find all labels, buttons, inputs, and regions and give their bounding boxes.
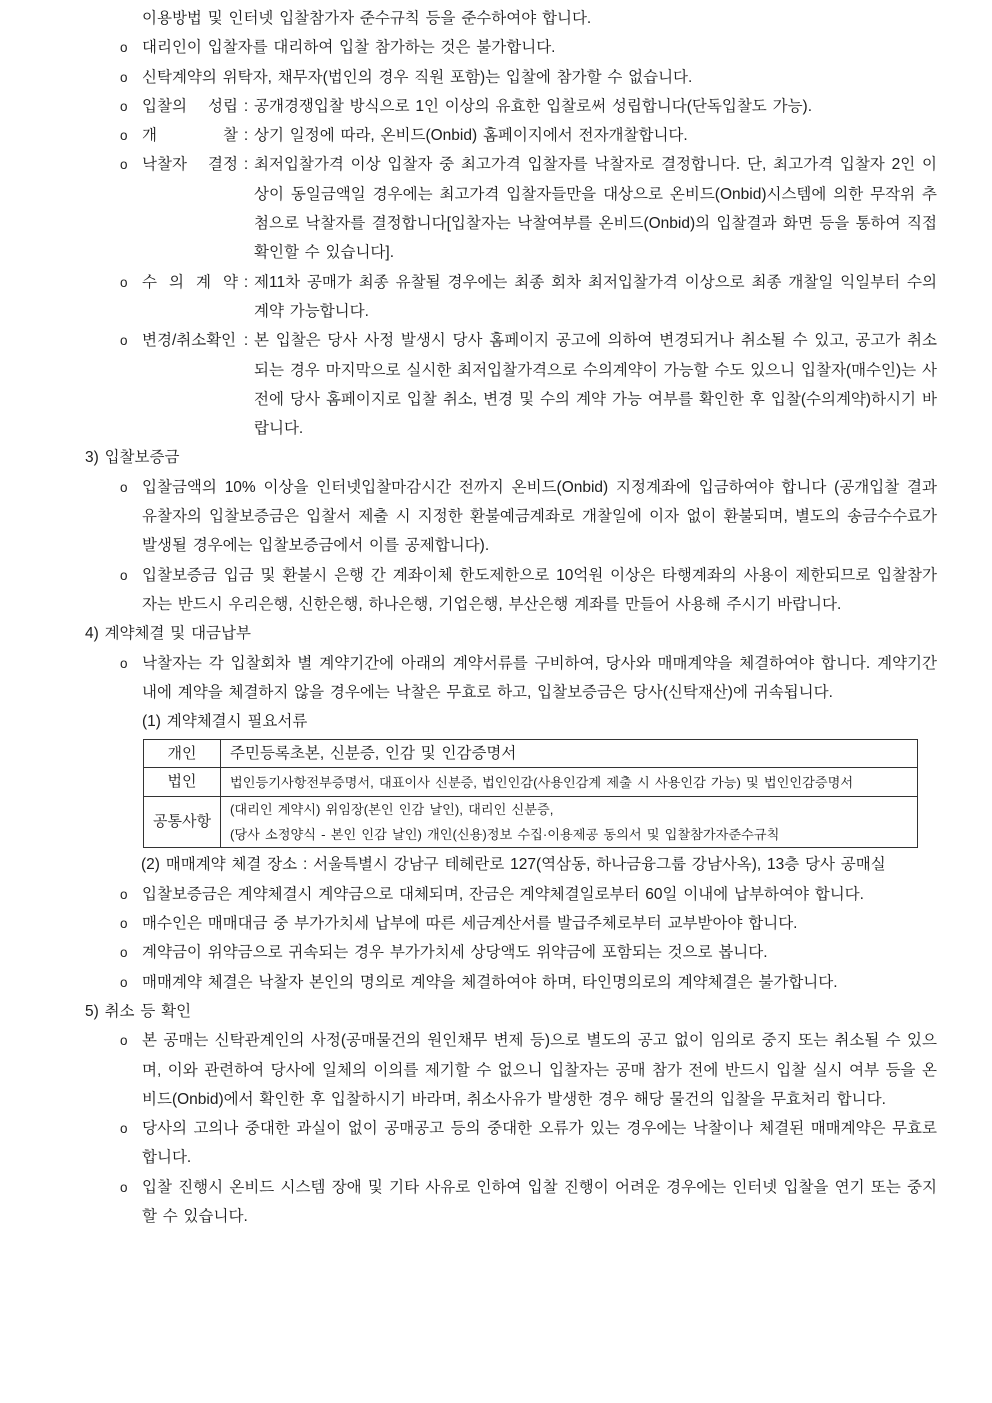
bullet-item <box>120 1026 937 1114</box>
row-label: 공통사항 <box>144 797 221 848</box>
bullet-text: 매매계약 체결은 낙찰자 본인의 명의로 계약을 체결하여야 하며, 타인명의로의 계약체결은 불가합니다. <box>142 973 838 991</box>
bullet-text: 낙찰자는 각 입찰회차 별 계약기간에 아래의 계약서류를 구비하여, 당사와 매매계약을 체결하여야 합니다. 계약기간 내에 계약을 체결하지 않을 경우에는 낙찰은 무효로 하고, 입찰보증금은 당사(신탁재산)에 귀속됩니다. <box>142 654 937 701</box>
bullet-text: 매수인은 매매대금 중 부가가치세 납부에 따른 세금계산서를 발급주체로부터 교부받아야 합니다. <box>142 915 798 933</box>
cell-line: 법인등기사항전부증명서, 대표이사 신분증, 법인인감(사용인감계 제출 시 사용인감 가능) 및 법인인감증명서 <box>230 774 854 790</box>
table-row <box>144 768 918 797</box>
bullet-text: 신탁계약의 위탁자, 채무자(법인의 경우 직원 포함)는 입찰에 참가할 수 없습니다. <box>142 68 693 86</box>
labeled-bullet-item <box>120 268 937 327</box>
bullet-marker-icon: o <box>120 945 128 961</box>
table-row <box>144 797 918 848</box>
bullet-text: 입찰금액의 10% 이상을 인터넷입찰마감시간 전까지 온비드(Onbid) 지정계좌에 입금하여야 합니다 (공개입찰 결과 유찰자의 입찰보증금은 입찰서 제출 시 지정한 환불예금계좌로 개찰일에 이자 없이 환불되며, 별도의 송금수수료가 발생될 경우에는 입찰보증금에서 이를 공제합니다). <box>142 478 937 555</box>
bullet-item <box>120 909 937 938</box>
bullet-marker-icon: o <box>120 886 128 902</box>
bullet-marker-icon: o <box>120 567 128 583</box>
bullet-marker-icon: o <box>120 1179 128 1195</box>
row-label: 법인 <box>144 768 221 797</box>
numbered-subitem: (2) 매매계약 체결 장소 : 서울특별시 강남구 테헤란로 127(역삼동, 하나금융그룹 강남사옥), 13층 당사 공매실 <box>141 856 886 874</box>
labeled-bullet-item <box>120 92 937 121</box>
bullet-item <box>120 880 937 909</box>
required-docs-table <box>143 739 918 848</box>
label-colon: : <box>243 332 249 350</box>
labeled-bullet-item <box>120 150 937 267</box>
bullet-text: 계약금이 위약금으로 귀속되는 경우 부가가치세 상당액도 위약금에 포함되는 것으로 봅니다. <box>142 944 768 962</box>
bullet-item <box>120 1173 937 1232</box>
document-content <box>85 4 937 1231</box>
item-label: 수 의 계 약 <box>142 273 238 291</box>
bullet-marker-icon: o <box>120 655 128 671</box>
item-label: 낙찰자 결정 <box>142 156 238 174</box>
item-text: 최저입찰가격 이상 입찰자 중 최고가격 입찰자를 낙찰자로 결정합니다. 단, 최고가격 입찰자 2인 이상이 동일금액일 경우에는 최고가격 입찰자들만을 대상으로 온비드(Onbid)시스템에 의한 무작위 추첨으로 낙찰자를 결정합니다[입찰자는 낙찰여부를 온비드(Onbid)의 입찰결과 화면 등을 통하여 직접 확인할 수 있습니다]. <box>254 156 937 262</box>
row-value <box>221 797 918 848</box>
table-row <box>144 740 918 768</box>
bullet-marker-icon: o <box>120 69 128 85</box>
bullet-marker-icon: o <box>120 98 128 114</box>
bullet-marker-icon: o <box>120 157 128 173</box>
bullet-item <box>120 649 937 708</box>
bullet-text: 입찰보증금 입금 및 환불시 은행 간 계좌이체 한도제한으로 10억원 이상은 타행계좌의 사용이 제한되므로 입찰참가자는 반드시 우리은행, 신한은행, 하나은행, 기업은행, 부산은행 계좌를 만들어 사용해 주시기 바랍니다. <box>142 566 937 613</box>
bullet-item <box>120 968 937 997</box>
intro-continuation-line: 이용방법 및 인터넷 입찰참가자 준수규칙 등을 준수하여야 합니다. <box>142 10 592 27</box>
label-colon: : <box>243 156 249 174</box>
item-text: 제11차 공매가 최종 유찰될 경우에는 최종 회차 최저입찰가격 이상으로 최종 개찰일 익일부터 수의계약 가능합니다. <box>254 273 937 320</box>
item-text: 상기 일정에 따라, 온비드(Onbid) 홈페이지에서 전자개찰합니다. <box>254 127 688 145</box>
bullet-marker-icon: o <box>120 1033 128 1049</box>
bullet-text: 본 공매는 신탁관계인의 사정(공매물건의 원인채무 변제 등)으로 별도의 공고 없이 임의로 중지 또는 취소될 수 있으며, 이와 관련하여 당사에 일체의 이의를 제기할 수 없으니 입찰자는 공매 참가 전에 반드시 입찰 실시 여부 등을 온비드(Onbid)에서 확인한 후 입찰하시기 바라며, 취소사유가 발생한 경우 해당 물건의 입찰을 무효처리 합니다. <box>142 1032 937 1108</box>
bullet-item <box>120 33 937 62</box>
bullet-item <box>120 938 937 967</box>
cell-line: (당사 소정양식 - 본인 인감 날인) 개인(신용)정보 수집·이용제공 동의서 및 입찰참가자준수규칙 <box>230 827 780 843</box>
bullet-marker-icon: o <box>120 1121 128 1137</box>
bullet-item <box>120 1114 937 1173</box>
item-label: 개 찰 <box>142 127 238 145</box>
row-value <box>221 740 918 768</box>
row-value <box>221 768 918 797</box>
bullet-item <box>120 561 937 620</box>
bullet-text: 입찰 진행시 온비드 시스템 장애 및 기타 사유로 인하여 입찰 진행이 어려운 경우에는 인터넷 입찰을 연기 또는 중지할 수 있습니다. <box>142 1178 937 1225</box>
bullet-marker-icon: o <box>120 274 128 290</box>
bullet-marker-icon: o <box>120 40 128 56</box>
cell-line: 주민등록초본, 신분증, 인감 및 인감증명서 <box>230 744 517 762</box>
section-heading: 5) 취소 등 확인 <box>85 1002 192 1020</box>
label-colon: : <box>243 273 249 291</box>
label-colon: : <box>243 97 249 115</box>
labeled-bullet-item <box>120 121 937 150</box>
item-text: 본 입찰은 당사 사정 발생시 당사 홈페이지 공고에 의하여 변경되거나 취소될 수 있고, 공고가 취소되는 경우 마지막으로 실시한 최저입찰가격으로 수의계약이 가능할 수도 있으니 입찰자(매수인)는 사전에 당사 홈페이지로 입찰 취소, 변경 및 수의 계약 가능 여부를 확인한 후 입찰(수의계약)하시기 바랍니다. <box>254 332 937 438</box>
bullet-text: 입찰보증금은 계약체결시 계약금으로 대체되며, 잔금은 계약체결일로부터 60일 이내에 납부하여야 합니다. <box>142 885 864 903</box>
item-label: 변경/취소확인 <box>142 332 237 350</box>
item-label: 입찰의 성립 <box>142 97 238 115</box>
item-text: 공개경쟁입찰 방식으로 1인 이상의 유효한 입찰로써 성립합니다(단독입찰도 가능). <box>254 97 813 115</box>
section-heading: 3) 입찰보증금 <box>85 449 180 467</box>
label-colon: : <box>243 127 249 145</box>
bullet-text: 대리인이 입찰자를 대리하여 입찰 참가하는 것은 불가합니다. <box>142 39 556 57</box>
bullet-marker-icon: o <box>120 974 128 990</box>
bullet-marker-icon: o <box>120 128 128 144</box>
row-label: 개인 <box>144 740 221 768</box>
bullet-marker-icon: o <box>120 333 128 349</box>
bullet-text: 당사의 고의나 중대한 과실이 없이 공매공고 등의 중대한 오류가 있는 경우에는 낙찰이나 체결된 매매계약은 무효로 합니다. <box>142 1120 937 1167</box>
numbered-subitem: (1) 계약체결시 필요서류 <box>142 713 308 731</box>
bullet-marker-icon: o <box>120 916 128 932</box>
bullet-item <box>120 63 937 92</box>
bullet-marker-icon: o <box>120 479 128 495</box>
cell-line: (대리인 계약시) 위임장(본인 인감 날인), 대리인 신분증, <box>230 802 554 818</box>
labeled-bullet-item <box>120 326 937 443</box>
section-heading: 4) 계약체결 및 대금납부 <box>85 625 251 643</box>
bullet-item <box>120 473 937 561</box>
